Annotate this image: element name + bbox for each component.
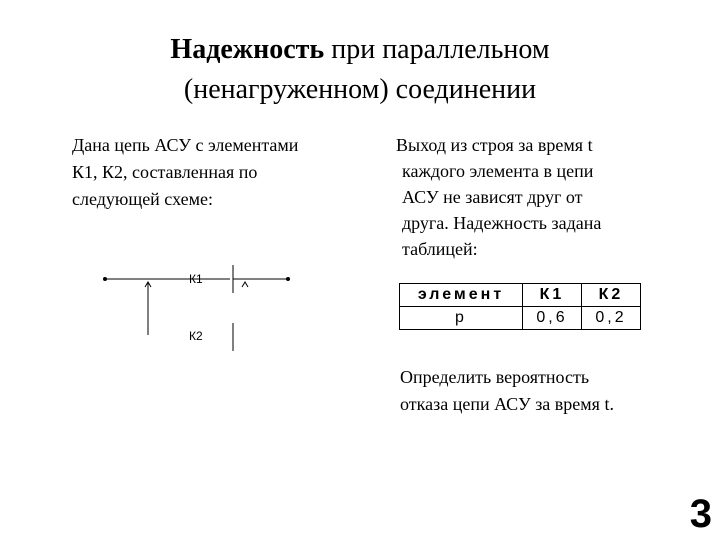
table-row	[400, 307, 641, 330]
slide-title	[60, 30, 660, 110]
statement-line-1: Выход из строя за время t	[396, 135, 593, 155]
title-rest: при параллельном	[324, 34, 550, 65]
reliability-table	[399, 283, 641, 330]
problem-line-3: следующей схеме:	[72, 189, 213, 209]
task-question	[400, 364, 690, 418]
statement-line-2: каждого элемента в цепи	[402, 161, 594, 181]
circuit-diagram	[90, 255, 320, 365]
title-line-2: (ненагруженном) соединении	[183, 74, 537, 105]
title-line-1	[60, 30, 660, 70]
independence-statement	[396, 132, 686, 262]
header-element: элемент	[400, 284, 523, 307]
output-terminal	[286, 277, 290, 281]
statement-line-3: АСУ не зависят друг от	[402, 187, 583, 207]
statement-line-5: таблицей:	[402, 239, 478, 259]
header-k2: К2	[582, 284, 641, 307]
branch-arrow-right	[242, 282, 248, 287]
page-number: 3	[689, 492, 712, 536]
problem-line-2: К1, К2, составленная по	[72, 162, 258, 182]
title-bold-word: Надежность	[170, 34, 325, 65]
label-k1: К1	[189, 272, 203, 286]
problem-statement	[72, 132, 372, 213]
question-line-1: Определить вероятность	[400, 367, 590, 387]
cell-k2-value: 0,2	[582, 307, 641, 330]
problem-line-1: Дана цепь АСУ с элементами	[72, 135, 299, 155]
statement-line-4: друга. Надежность задана	[402, 213, 602, 233]
question-line-2: отказа цепи АСУ за время t.	[400, 394, 614, 414]
label-k2: К2	[189, 329, 203, 343]
table-header-row	[400, 284, 641, 307]
header-k1: К1	[523, 284, 582, 307]
cell-k1-value: 0,6	[523, 307, 582, 330]
cell-p: p	[400, 307, 523, 330]
